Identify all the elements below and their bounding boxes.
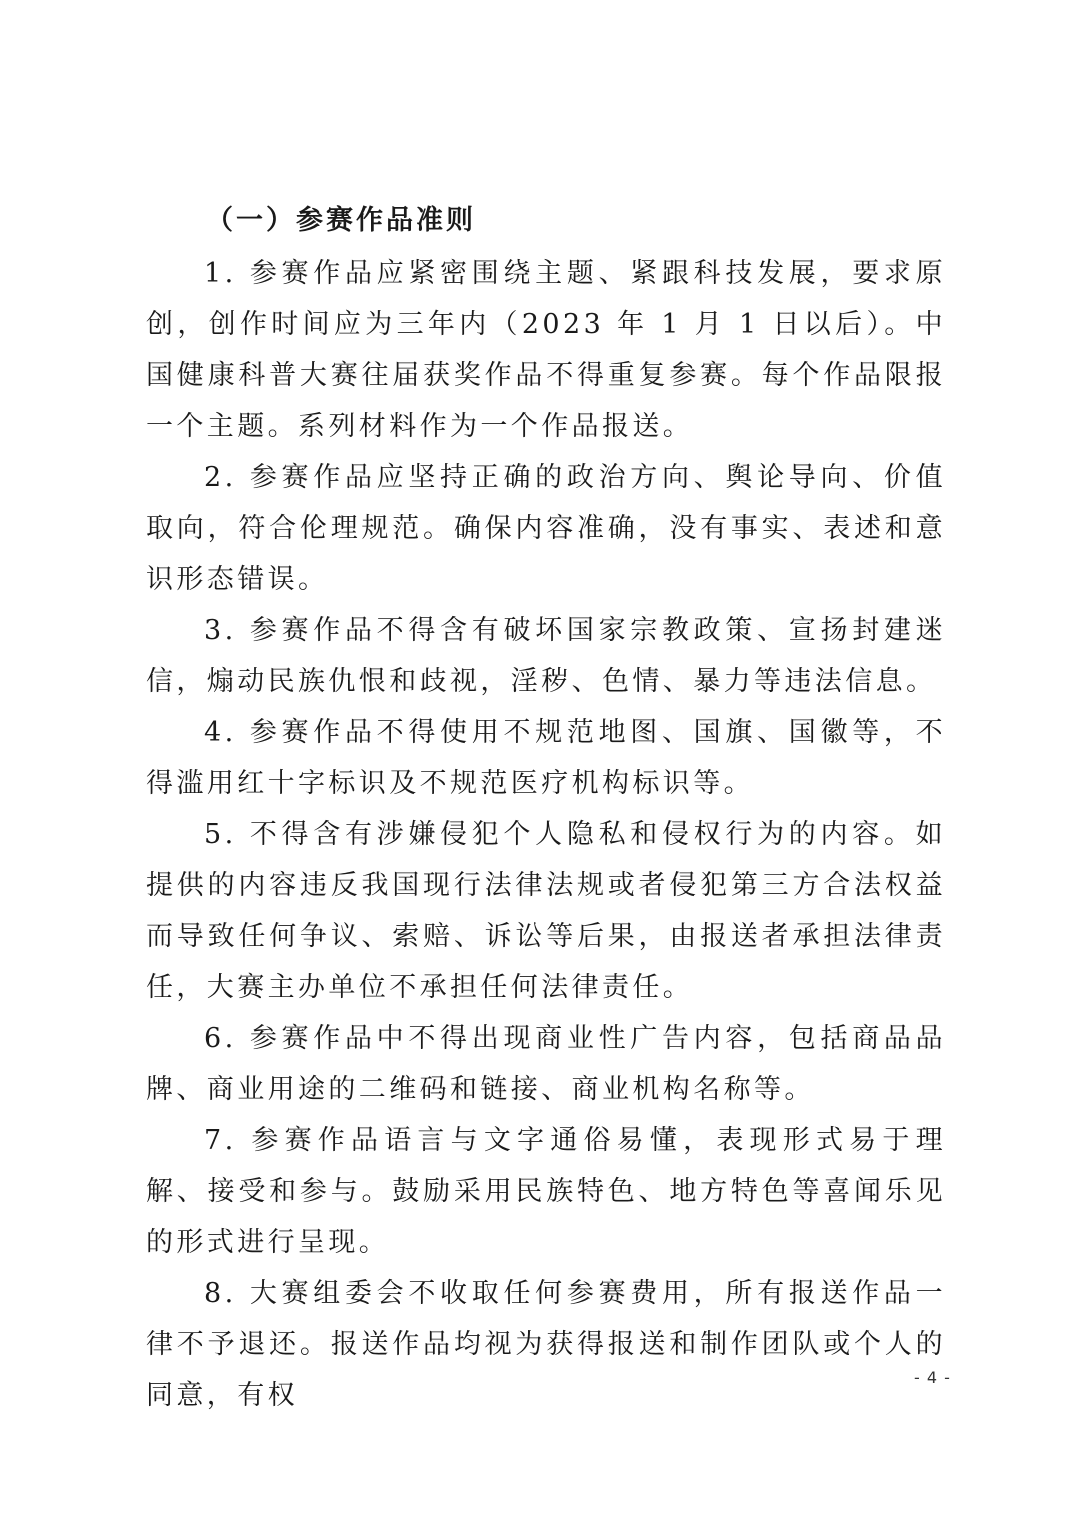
section-heading: （一）参赛作品准则	[206, 205, 476, 236]
rule-paragraph-2: 2. 参赛作品应坚持正确的政治方向、舆论导向、价值取向，符合伦理规范。确保内容准确，没有事实、表述和意识形态错误。	[146, 462, 946, 595]
rule-paragraph-1: 1. 参赛作品应紧密围绕主题、紧跟科技发展，要求原创，创作时间应为三年内（2023 年 1 月 1 日以后）。中国健康科普大赛往届获奖作品不得重复参赛。每个作品限报一个主题。系列材料作为一个作品报送。	[146, 258, 946, 442]
page-number: - 4 -	[914, 1368, 951, 1387]
rule-paragraph-8: 8. 大赛组委会不收取任何参赛费用，所有报送作品一律不予退还。报送作品均视为获得报送和制作团队或个人的同意，有权	[146, 1278, 946, 1411]
rule-paragraph-3: 3. 参赛作品不得含有破坏国家宗教政策、宣扬封建迷信，煽动民族仇恨和歧视，淫秽、色情、暴力等违法信息。	[146, 615, 946, 697]
rule-paragraph-6: 6. 参赛作品中不得出现商业性广告内容，包括商品品牌、商业用途的二维码和链接、商业机构名称等。	[146, 1023, 946, 1105]
rule-paragraph-4: 4. 参赛作品不得使用不规范地图、国旗、国徽等，不得滥用红十字标识及不规范医疗机构标识等。	[146, 717, 946, 799]
rule-paragraph-5: 5. 不得含有涉嫌侵犯个人隐私和侵权行为的内容。如提供的内容违反我国现行法律法规或者侵犯第三方合法权益而导致任何争议、索赔、诉讼等后果，由报送者承担法律责任，大赛主办单位不承担任何法律责任。	[146, 819, 946, 1003]
rules-body	[146, 248, 946, 1421]
rule-paragraph-7: 7. 参赛作品语言与文字通俗易懂，表现形式易于理解、接受和参与。鼓励采用民族特色、地方特色等喜闻乐见的形式进行呈现。	[146, 1125, 946, 1258]
